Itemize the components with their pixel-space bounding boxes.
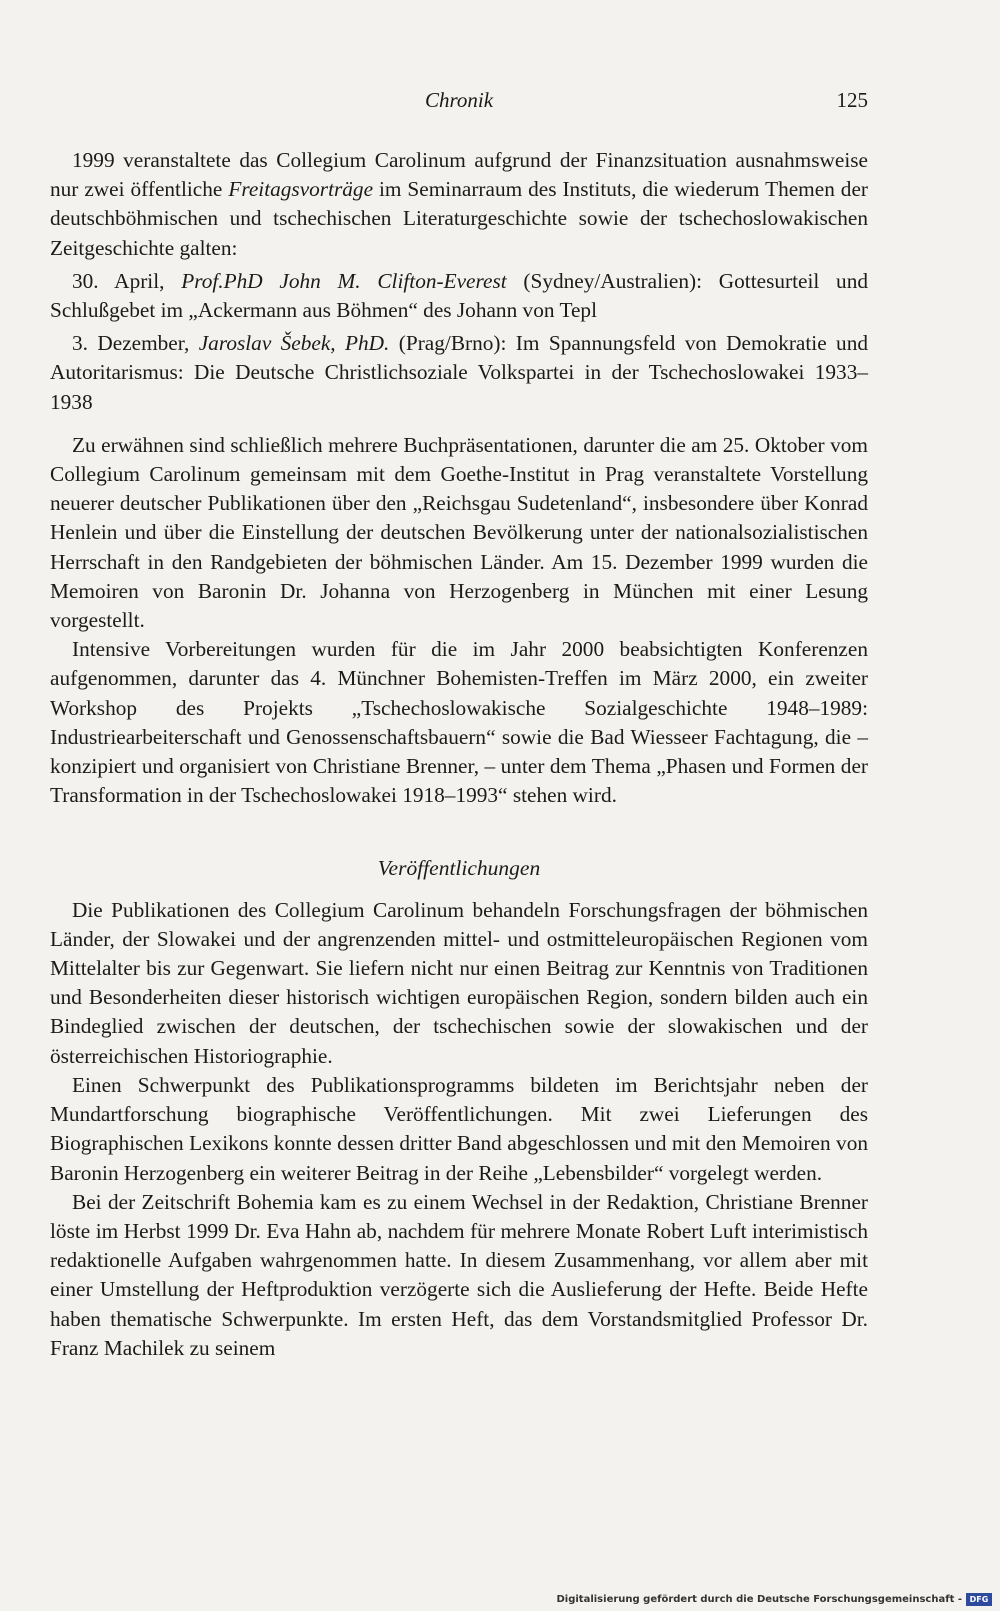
lecture-date: 3. Dezember,	[72, 331, 199, 356]
running-title: Chronik	[424, 88, 494, 112]
page-number: 125	[836, 88, 868, 112]
lecture-date: 30. April,	[72, 268, 182, 293]
paragraph-intro	[50, 146, 868, 263]
lecture-entry	[50, 329, 868, 417]
lecture-topic: (Sydney/Australien): Gottesurteil und Schlußgebet im „Ackermann aus Böhmen“ des Johann von Tepl	[50, 268, 869, 323]
running-head	[50, 88, 868, 118]
dfg-logo-icon: DFG	[966, 1593, 992, 1606]
intro-text-before: 1999 veranstaltete das Collegium Carolinum aufgrund der Finanzsituation ausnahmsweise nur zwei öffentliche	[50, 148, 868, 202]
section-heading: Veröffentlichungen	[377, 856, 541, 881]
footer-credit: Digitalisierung gefördert durch die Deutsche Forschungsgemeinschaft -	[556, 1593, 962, 1605]
lecture-topic: (Prag/Brno): Im Spannungsfeld von Demokratie und Autoritarismus: Die Deutsche Christlichsoziale Volkspartei in der Tschechoslowakei 1933–1938	[50, 331, 869, 414]
lecture-speaker: Jaroslav Šebek, PhD.	[198, 331, 390, 356]
paragraph-preparations: Intensive Vorbereitungen wurden für die im Jahr 2000 beabsichtigten Konferenzen aufgenommen, darunter das 4. Münchner Bohemisten-Treffen im März 2000, ein zweiter Workshop des Projekts „Tschechoslowakische Sozialgeschichte 1948–1989: Industriearbeiterschaft und Genossenschaftsbauern“ sowie die Bad Wiesseer Fachtagung, die – konzipiert und organisiert von Christiane Brenner, – unter dem Thema „Phasen und Formen der Transformation in der Tschechoslowakei 1918–1993“ stehen wird.	[50, 637, 868, 808]
intro-emphasis: Freitagsvorträge	[228, 177, 374, 202]
paragraph-publications: Die Publikationen des Collegium Carolinum behandeln Forschungsfragen der böhmischen Länder, der Slowakei und der angrenzenden mittel- und ostmitteleuropäischen Regionen vom Mittelalter bis zur Gegenwart. Sie liefern nicht nur einen Beitrag zur Kenntnis von Traditionen und Besonderheiten dieser historisch wichtigen europäischen Region, sondern bilden auch ein Bindeglied zwischen der deutschen, der tschechischen sowie der slowakischen und der österreichischen Historiographie.	[50, 897, 868, 1068]
lecture-entry	[50, 267, 868, 325]
paragraph-focus: Einen Schwerpunkt des Publikationsprogramms bildeten im Berichtsjahr neben der Mundartforschung biographische Veröffentlichungen. Mit zwei Lieferungen des Biographischen Lexikons konnte dessen dritter Band abgeschlossen und mit den Memoiren von Baronin Herzogenberg ein weiterer Beitrag in der Reihe „Lebensbilder“ vorgelegt werden.	[50, 1072, 868, 1185]
paragraph-presentations: Zu erwähnen sind schließlich mehrere Buchpräsentationen, darunter die am 25. Oktober vom Collegium Carolinum gemeinsam mit dem Goethe-Institut in Prag veranstaltete Vorstellung neuerer deutscher Publikationen über den „Reichsgau Sudetenland“, insbesondere über Konrad Henlein und über die Einstellung der deutschen Bevölkerung unter der nationalsozialistischen Herrschaft in den Randgebieten der böhmischen Länder. Am 15. Dezember 1999 wurden die Memoiren von Baronin Dr. Johanna von Herzogenberg in München mit einer Lesung vorgestellt.	[50, 432, 868, 633]
body-text	[50, 146, 868, 1363]
lecture-speaker: Prof.PhD John M. Clifton-Everest	[181, 268, 507, 293]
digitization-footer	[556, 1591, 992, 1607]
intro-text-after: im Seminarraum des Instituts, die wiederum Themen der deutschböhmischen und tschechischen Literaturgeschichte sowie der tschechoslowakischen Zeitgeschichte galten:	[50, 177, 868, 260]
paragraph-bohemia: Bei der Zeitschrift Bohemia kam es zu einem Wechsel in der Redaktion, Christiane Brenner löste im Herbst 1999 Dr. Eva Hahn ab, nachdem für mehrere Monate Robert Luft interimistisch redaktionelle Aufgaben wahrgenommen hatte. In diesem Zusammenhang, vor allem aber mit einer Umstellung der Heftproduktion verzögerte sich die Auslieferung der Hefte. Beide Hefte haben thematische Schwerpunkte. Im ersten Heft, das dem Vorstandsmitglied Professor Dr. Franz Machilek zu seinem	[50, 1189, 868, 1360]
